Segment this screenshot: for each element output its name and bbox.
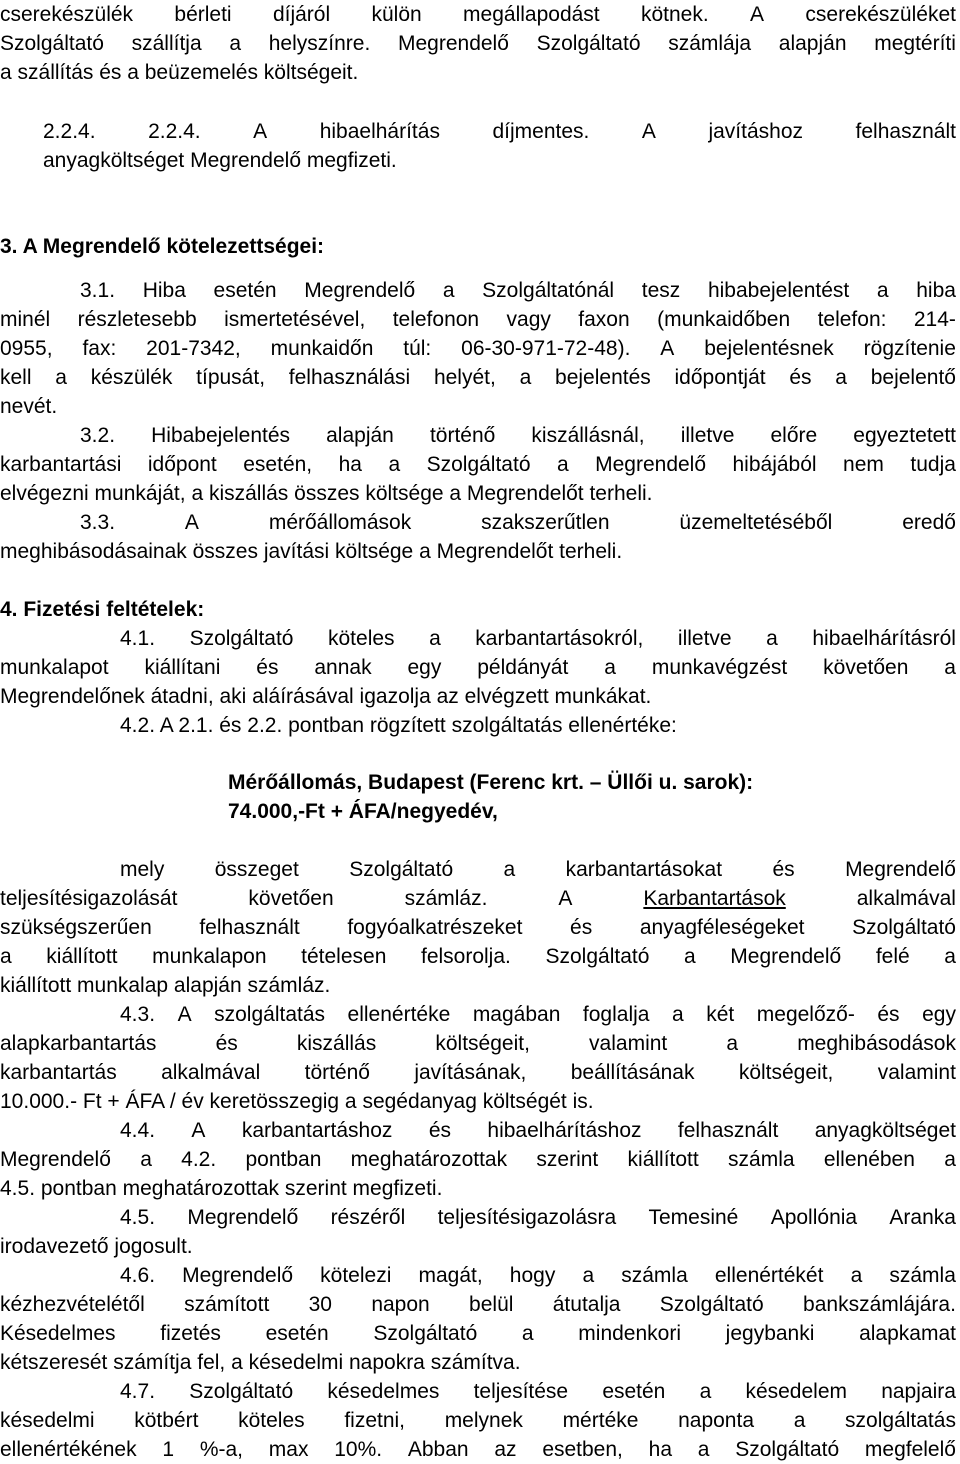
word: Szolgáltató	[349, 858, 454, 881]
word: 30	[308, 1293, 332, 1316]
text-line: 4. Fizetési feltételek:	[0, 598, 205, 621]
word: felhasznált	[855, 120, 956, 143]
word: időpontját	[674, 366, 766, 389]
word: és	[570, 916, 593, 939]
word: Megrendelő	[595, 453, 707, 476]
word: alapkamat	[859, 1322, 956, 1345]
word: 201-7342,	[146, 337, 241, 360]
word: teljesítése	[473, 1380, 569, 1403]
word: belül	[469, 1293, 514, 1316]
word: bérleti	[174, 3, 232, 26]
word: karbantartási	[0, 453, 122, 476]
word: megelőző-	[756, 1003, 855, 1026]
word: megállapodást	[463, 3, 600, 26]
word: követően	[823, 656, 909, 679]
word: felhasznált	[199, 916, 300, 939]
word: cserekészüléket	[805, 3, 956, 26]
word: 4.4.	[120, 1119, 156, 1142]
text-line: kétszeresét számítja fel, a késedelmi napokra számítva.	[0, 1351, 521, 1374]
word: teljesítésigazolásra	[437, 1206, 617, 1229]
text-line: 74.000,-Ft + ÁFA/negyedév,	[228, 800, 498, 823]
text-line	[120, 1377, 956, 1406]
word: az	[494, 1438, 517, 1461]
word: Szolgáltató	[189, 1380, 294, 1403]
text-line	[0, 450, 956, 479]
word: bankszámlájára.	[803, 1293, 956, 1316]
word: Megrendelő	[187, 1206, 299, 1229]
word: a	[850, 1264, 863, 1287]
text-line: 10.000.- Ft + ÁFA / év keretösszegig a segédanyag költségét is.	[0, 1090, 594, 1113]
word: kiállítani	[144, 656, 221, 679]
word: késedelmi	[0, 1409, 95, 1432]
text-line: meghibásodásainak összes javítási költsége a Megrendelőt terheli.	[0, 540, 623, 563]
text-line	[43, 117, 956, 146]
word: esetén	[602, 1380, 666, 1403]
word: számla	[889, 1264, 956, 1287]
word: 1	[162, 1438, 175, 1461]
word: mértéke	[562, 1409, 639, 1432]
word: felé	[875, 945, 910, 968]
text-line: 4.5. pontban meghatározottak szerint megfizeti.	[0, 1177, 443, 1200]
word: hibaelhárítás	[319, 120, 440, 143]
word: hibájából	[732, 453, 817, 476]
word: megtéríti	[874, 32, 956, 55]
word: hibaelhárításhoz	[487, 1119, 642, 1142]
word: Szolgáltató	[373, 1322, 478, 1345]
word: kiszállás	[296, 1032, 377, 1055]
word: Szolgáltató	[735, 1438, 840, 1461]
word: 4.1.	[120, 627, 156, 650]
word: kiállított	[46, 945, 118, 968]
word: és	[215, 1032, 238, 1055]
word: anyagköltséget	[814, 1119, 956, 1142]
text-line: Mérőállomás, Budapest (Ferenc krt. – Üllői u. sarok):	[228, 771, 754, 794]
word: költségeit,	[435, 1032, 530, 1055]
word: a	[582, 1264, 595, 1287]
word: külön	[371, 3, 422, 26]
word: ellenében	[823, 1148, 915, 1171]
word: felhasználási	[288, 366, 411, 389]
word: tételesen	[301, 945, 387, 968]
word: napon	[371, 1293, 430, 1316]
word: ellenértéke	[347, 1003, 451, 1026]
word: illetve	[677, 627, 732, 650]
word: a	[556, 453, 569, 476]
word: Megrendelő	[0, 1148, 111, 1171]
word: a	[672, 1003, 684, 1026]
word: munkalapon	[152, 945, 267, 968]
word: Megrendelő	[397, 32, 509, 55]
word: alapján	[778, 32, 847, 55]
word: tesz	[641, 279, 681, 302]
word: számláz.	[404, 887, 488, 910]
word: részéről	[330, 1206, 406, 1229]
text-line: kiállított munkalap alapján számláz.	[0, 974, 331, 997]
word: 3.2.	[80, 424, 116, 447]
word: köteles	[328, 627, 395, 650]
word: a	[519, 366, 532, 389]
word: ellenértékének	[0, 1438, 137, 1461]
text-line	[0, 942, 956, 971]
word: Hibabejelentés	[151, 424, 291, 447]
word: a	[793, 1409, 806, 1432]
word: karbantartáshoz	[241, 1119, 393, 1142]
word: Abban	[407, 1438, 469, 1461]
word: üzemeltetéséből	[679, 511, 833, 534]
word: foglalja	[582, 1003, 650, 1026]
word: előre	[770, 424, 818, 447]
word: a	[726, 1032, 739, 1055]
word: esetén	[213, 279, 277, 302]
word: magában	[472, 1003, 561, 1026]
word: A	[641, 120, 656, 143]
text-line	[120, 855, 956, 884]
text-line: irodavezető jogosult.	[0, 1235, 193, 1258]
word: a	[944, 945, 956, 968]
text-line	[0, 305, 956, 334]
word: és	[789, 366, 812, 389]
word: időpont	[147, 453, 217, 476]
word: díjáról	[272, 3, 331, 26]
word: Hiba	[142, 279, 186, 302]
word: eredő	[902, 511, 956, 534]
word: A	[253, 120, 268, 143]
word: a	[442, 279, 455, 302]
word: alapján	[326, 424, 394, 447]
word: tudja	[910, 453, 956, 476]
word: fax:	[82, 337, 117, 360]
word: Szolgáltató	[536, 32, 641, 55]
word: telefonon	[392, 308, 480, 331]
word: történő	[429, 424, 496, 447]
word: minél	[0, 308, 51, 331]
word: egyeztetett	[853, 424, 956, 447]
word: kiszállásnál,	[531, 424, 645, 447]
text-line	[80, 421, 956, 450]
word: fizetni,	[344, 1409, 406, 1432]
word: valamint	[877, 1061, 956, 1084]
word: felsorolja.	[420, 945, 511, 968]
word: Aranka	[889, 1206, 956, 1229]
word: Szolgáltató	[545, 945, 650, 968]
word: számlája	[668, 32, 752, 55]
word: szerint	[536, 1148, 599, 1171]
word: rögzítenie	[863, 337, 956, 360]
word: 4.3.	[120, 1003, 156, 1026]
word: Megrendelő	[182, 1264, 294, 1287]
word: 4.7.	[120, 1380, 156, 1403]
word: 0955,	[0, 337, 53, 360]
word: bejelentés	[555, 366, 651, 389]
text-line	[80, 508, 956, 537]
word: késedelmes	[327, 1380, 440, 1403]
word: a	[229, 32, 242, 55]
text-line	[0, 653, 956, 682]
text-line	[120, 624, 956, 653]
word: szükségszerűen	[0, 916, 152, 939]
text-line	[0, 913, 956, 942]
word: faxon	[578, 308, 630, 331]
word: A	[177, 1003, 192, 1026]
word: napjaira	[881, 1380, 956, 1403]
word: ha	[338, 453, 362, 476]
word: 4.6.	[120, 1264, 156, 1287]
word: esetén	[265, 1322, 329, 1345]
word: bejelentésnek	[704, 337, 834, 360]
word: díjmentes.	[492, 120, 590, 143]
word: ha	[648, 1438, 673, 1461]
word: 2.2.4.	[43, 120, 96, 143]
word: alapkarbantartás	[0, 1032, 157, 1055]
word: összeget	[214, 858, 299, 881]
word: meghibásodások	[797, 1032, 956, 1055]
word: bejelentő	[870, 366, 956, 389]
word: (munkaidőben	[657, 308, 791, 331]
word: A	[184, 511, 199, 534]
word: megfelelő	[864, 1438, 956, 1461]
word: a	[388, 453, 401, 476]
word: A	[660, 337, 675, 360]
word: kézhezvételétől	[0, 1293, 145, 1316]
word: Szolgáltatónál	[482, 279, 615, 302]
word: a	[944, 1148, 956, 1171]
word: helyét,	[433, 366, 496, 389]
word: 2.2.4.	[148, 120, 201, 143]
word: alkalmával	[161, 1061, 261, 1084]
word: cserekészülék	[0, 3, 134, 26]
word: 214-	[913, 308, 956, 331]
word: a	[699, 1380, 712, 1403]
text-line	[0, 1029, 956, 1058]
word: meghatározottak	[350, 1148, 508, 1171]
word: mérőállomások	[268, 511, 412, 534]
text-line	[120, 1203, 956, 1232]
word: készülék	[90, 366, 173, 389]
word: illetve	[680, 424, 735, 447]
word: a	[697, 1438, 710, 1461]
word: kell	[0, 366, 32, 389]
word: jegybanki	[725, 1322, 815, 1345]
word: fizetés	[160, 1322, 221, 1345]
word: 06-30-971-72-48).	[461, 337, 631, 360]
word: típusát,	[196, 366, 266, 389]
text-line	[0, 1406, 956, 1435]
word: követően	[248, 887, 334, 910]
word: naponta	[678, 1409, 755, 1432]
word: esetben,	[542, 1438, 623, 1461]
word: Szolgáltató	[189, 627, 294, 650]
text-line	[0, 1058, 956, 1087]
word: Megrendelő	[304, 279, 416, 302]
text-line	[0, 29, 956, 58]
word: késedelem	[745, 1380, 847, 1403]
text-line	[0, 0, 956, 29]
word: a	[503, 858, 516, 881]
word: nem	[843, 453, 884, 476]
word: fogyóalkatrészeket	[347, 916, 523, 939]
word: Késedelmes	[0, 1322, 116, 1345]
word: a	[944, 656, 956, 679]
word: részletesebb	[77, 308, 197, 331]
text-line	[120, 1116, 956, 1145]
word: kötbért	[134, 1409, 199, 1432]
word: felhasznált	[677, 1119, 779, 1142]
text-line	[0, 1145, 956, 1174]
text-line	[120, 1261, 956, 1290]
word: valamint	[589, 1032, 668, 1055]
word: példányát	[477, 656, 569, 679]
word: telefon:	[817, 308, 887, 331]
word: a	[140, 1148, 152, 1171]
word: költségeit,	[738, 1061, 834, 1084]
word: javításának,	[414, 1061, 527, 1084]
word: mindenkori	[578, 1322, 681, 1345]
word: számla	[621, 1264, 688, 1287]
word: 4.5.	[120, 1206, 156, 1229]
word: szakszerűtlen	[481, 511, 610, 534]
word: melynek	[444, 1409, 523, 1432]
word: munkalapot	[0, 656, 109, 679]
word: és	[772, 858, 795, 881]
word: Szolgáltató	[0, 32, 104, 55]
word: ismertetésével,	[224, 308, 366, 331]
word: szolgáltatás	[214, 1003, 326, 1026]
word: Szolgáltató	[852, 916, 956, 939]
word: vagy	[506, 308, 551, 331]
word: és	[256, 656, 279, 679]
word: a	[876, 279, 889, 302]
text-line	[120, 1000, 956, 1029]
text-line: nevét.	[0, 395, 58, 418]
word: szolgáltatás	[845, 1409, 956, 1432]
word: Megrendelő	[845, 858, 956, 881]
word: kötnek.	[640, 3, 709, 26]
word: a	[604, 656, 616, 679]
word: 4.2.	[181, 1148, 217, 1171]
word: Szolgáltató	[659, 1293, 764, 1316]
word: 3.1.	[80, 279, 116, 302]
text-line	[0, 1435, 956, 1464]
word: a	[521, 1322, 534, 1345]
word: teljesítésigazolását	[0, 887, 178, 910]
text-line: 3. A Megrendelő kötelezettségei:	[0, 235, 325, 258]
text-line	[0, 1290, 956, 1319]
text-line	[0, 1319, 956, 1348]
word: annak	[314, 656, 372, 679]
word: max	[268, 1438, 309, 1461]
word: átutalja	[552, 1293, 621, 1316]
word: munkavégzést	[651, 656, 788, 679]
word: A	[191, 1119, 206, 1142]
text-line: a szállítás és a beüzemelés költségeit.	[0, 61, 359, 84]
word: hogy	[509, 1264, 556, 1287]
word: Szolgáltató	[426, 453, 531, 476]
word: pontban	[245, 1148, 322, 1171]
word: 3.3.	[80, 511, 116, 534]
text-line	[0, 363, 956, 392]
word: köteles	[238, 1409, 305, 1432]
text-line	[0, 884, 956, 913]
word: a	[835, 366, 847, 389]
word: a	[766, 627, 778, 650]
text-line	[0, 334, 956, 363]
word: a	[429, 627, 441, 650]
word: munkaidőn	[270, 337, 374, 360]
word: túl:	[403, 337, 432, 360]
text-line: 4.2. A 2.1. és 2.2. pontban rögzített szolgáltatás ellenértéke:	[120, 714, 677, 737]
word: alkalmával	[856, 887, 956, 910]
word: A	[750, 3, 765, 26]
word: Megrendelő	[730, 945, 842, 968]
word: helyszínre.	[268, 32, 371, 55]
word: beállításának	[570, 1061, 695, 1084]
word: és	[428, 1119, 451, 1142]
word: karbantartásokról,	[475, 627, 644, 650]
word: Temesiné	[648, 1206, 739, 1229]
text-line: Megrendelőnek átadni, aki aláírásával igazolja az elvégzett munkákat.	[0, 685, 652, 708]
text-line	[80, 276, 956, 305]
word: számított	[184, 1293, 270, 1316]
word: hibaelhárításról	[812, 627, 956, 650]
word: egy	[922, 1003, 956, 1026]
word: esetén,	[243, 453, 313, 476]
word: Apollónia	[770, 1206, 858, 1229]
word: A	[558, 887, 573, 910]
word: kiállított	[627, 1148, 699, 1171]
word: 10%.	[334, 1438, 383, 1461]
word: karbantartásokat	[565, 858, 723, 881]
word: a	[0, 945, 12, 968]
text-line: anyagköltséget Megrendelő megfizeti.	[43, 149, 397, 172]
word: %-a,	[199, 1438, 243, 1461]
word: történő	[304, 1061, 370, 1084]
word: magát,	[418, 1264, 483, 1287]
text-line: elvégezni munkáját, a kiszállás összes költsége a Megrendelőt terheli.	[0, 482, 653, 505]
word: két	[706, 1003, 735, 1026]
word: számla	[728, 1148, 795, 1171]
word: hiba	[916, 279, 956, 302]
word: a	[55, 366, 67, 389]
word: a	[684, 945, 696, 968]
word: egy	[407, 656, 442, 679]
word: anyagféleségeket	[639, 916, 805, 939]
word: és	[877, 1003, 900, 1026]
word: szállítja	[131, 32, 202, 55]
word: kötelezi	[320, 1264, 392, 1287]
word: ellenértékét	[714, 1264, 824, 1287]
word: karbantartás	[0, 1061, 117, 1084]
word: mely	[120, 858, 165, 881]
word: javításhoz	[708, 120, 804, 143]
word: hibabejelentést	[707, 279, 850, 302]
word: Karbantartások	[643, 887, 786, 910]
